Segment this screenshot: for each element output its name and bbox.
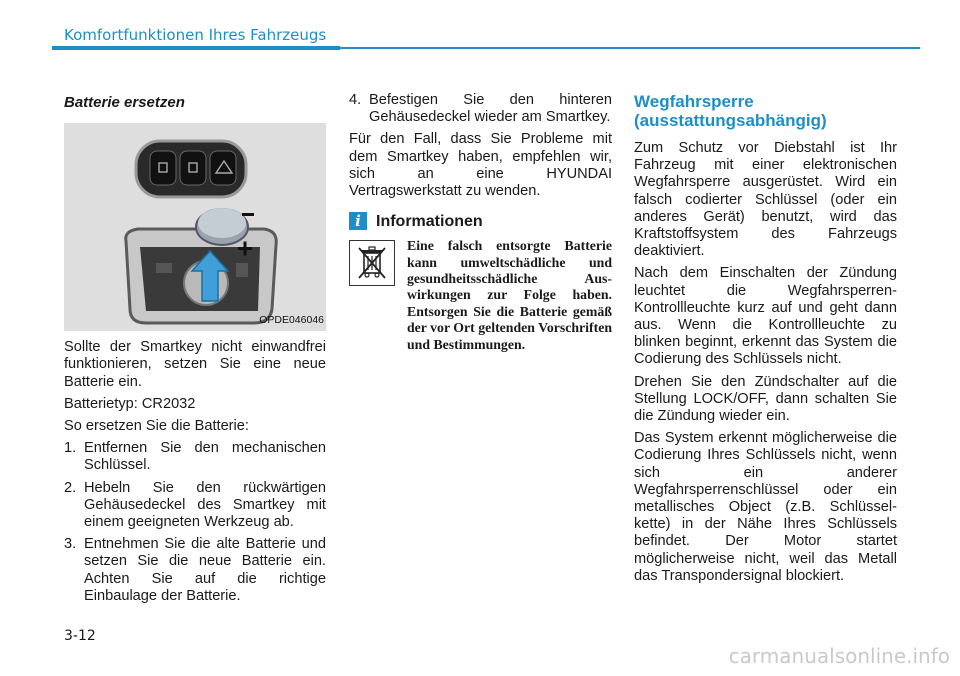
immobilizer-paragraph-2: Nach dem Einschalten der Zündung leuchtet die Wegfahrsperren-Kontrollleuchte kurz auf und geht dann aus. Wenn die Kontrollleuchte zu blinken beginnt, erkennt das System die Codierung des Schlüssels nicht. (634, 265, 897, 368)
watermark: carmanualsonline.info (728, 644, 950, 668)
info-heading (349, 212, 612, 230)
steps-intro: So ersetzen Sie die Batterie: (64, 418, 249, 435)
info-box (349, 238, 612, 353)
immobilizer-paragraph-1: Zum Schutz vor Diebstahl ist Ihr Fahrzeug mit einer elektronischen Wegfahrsperre ausgerüstet. Wird ein falsch codierter Schlüssel (oder ein anderes Gerät) benutzt, wird das Kraftstoffsystem des Fahrzeugs deaktiviert. (634, 140, 897, 260)
page-number: 3-12 (64, 628, 96, 644)
header-rule (340, 47, 920, 49)
list-item: 1. Entfernen Sie den mechanischen Schlüssel. (64, 440, 326, 474)
battery-steps-continued (349, 92, 612, 126)
list-item: 3. Entnehmen Sie die alte Batterie und setzen Sie die neue Batterie ein. Achten Sie auf die richtige Einbaulage der Batterie. (64, 536, 326, 604)
immobilizer-paragraph-4: Das System erkennt möglicherweise die Codierung Ihres Schlüssels nicht, wenn sich ein anderer Wegfahrsperrenschlüssel oder ein metallisches Object (z.B. Schlüssel-kette) in der Nähe Ihres Schlüssels befindet. Der Motor startet möglicherweise nicht, weil das Metall das Transpondersignal blockiert. (634, 430, 897, 584)
info-title: Informationen (376, 212, 483, 230)
smartkey-battery-figure (64, 123, 326, 331)
header-rule-accent (52, 46, 340, 50)
battery-heading: Batterie ersetzen (64, 94, 185, 111)
battery-intro-paragraph: Sollte der Smartkey nicht einwandfrei funktionieren, setzen Sie eine neue Batterie ein. (64, 339, 326, 390)
minus-icon (242, 213, 254, 216)
immobilizer-heading: Wegfahrsperre (ausstattungsabhängig) (634, 92, 827, 130)
section-title: Komfortfunktionen Ihres Fahrzeugs (64, 26, 327, 44)
right-column (634, 92, 897, 590)
info-icon: i (349, 212, 367, 230)
figure-code: OPDE046046 (259, 314, 324, 326)
crossed-bin-icon (349, 240, 395, 286)
immobilizer-paragraph-3: Drehen Sie den Zündschalter auf die Stellung LOCK/OFF, dann schalten Sie die Zündung wieder ein. (634, 373, 897, 425)
service-paragraph: Für den Fall, dass Sie Probleme mit dem Smartkey haben, empfehlen wir, sich an eine HYUNDAI Vertragswerkstatt zu wenden. (349, 131, 612, 200)
left-column (64, 92, 326, 610)
battery-steps-list (64, 440, 326, 605)
smartkey-illustration (64, 123, 326, 331)
info-text: Eine falsch entsorgte Batterie kann umweltschädliche und gesundheitsschädliche Aus-wirkungen zur Folge haben. Entsorgen Sie die Batterie gemäß der vor Ort geltenden Vorschriften und Bestimmungen. (407, 238, 612, 352)
list-item: 2. Hebeln Sie den rückwärtigen Gehäusedeckel des Smartkey mit einem geeigneten Werkzeug ab. (64, 479, 326, 531)
list-item: 4. Befestigen Sie den hinteren Gehäusedeckel wieder am Smartkey. (349, 92, 612, 126)
battery-type: Batterietyp: CR2032 (64, 395, 196, 412)
middle-column (349, 92, 612, 353)
